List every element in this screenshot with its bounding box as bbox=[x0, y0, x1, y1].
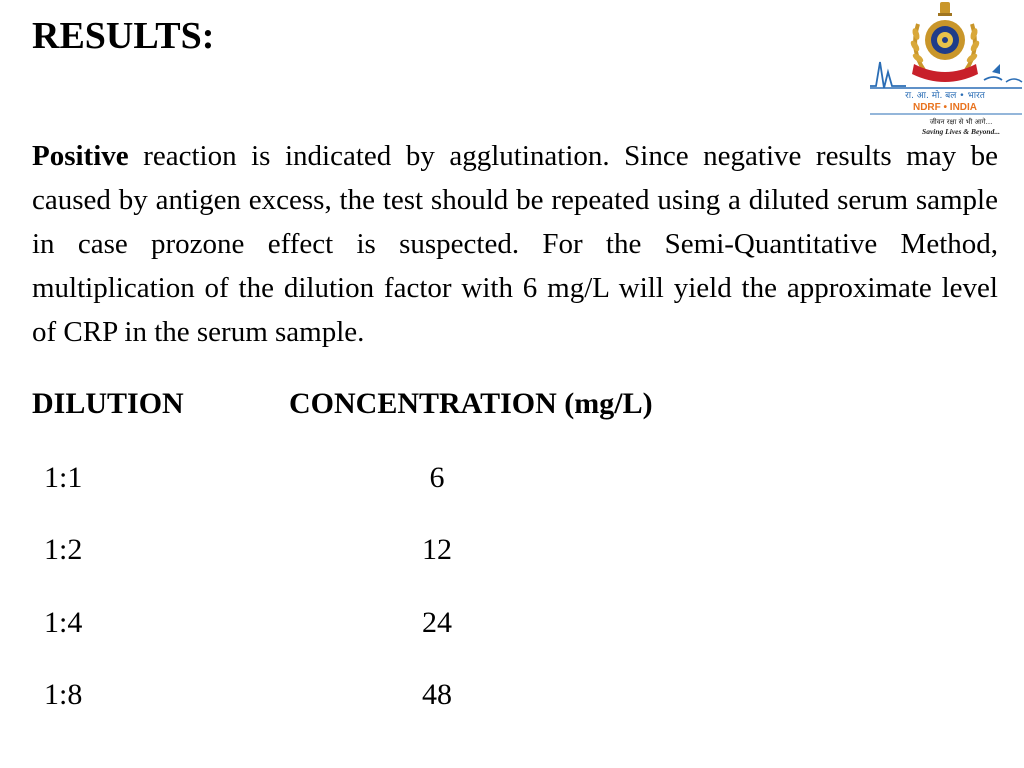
results-paragraph bbox=[32, 134, 998, 354]
concentration-cell: 24 bbox=[422, 606, 452, 639]
positive-label: Positive bbox=[32, 140, 129, 172]
logo-hindi-line: रा. आ. मो. बल • भारत bbox=[905, 91, 985, 101]
paragraph-body: reaction is indicated by agglutination. Since negative results may be caused by antigen excess, the test should be repeated using a diluted serum sample in case prozone effect is suspected. For the Semi-Quantitative Method, multiplication of the dilution factor with 6 mg/L will yield the approximate level of CRP in the serum sample. bbox=[32, 140, 998, 348]
ndrf-emblem-icon bbox=[866, 0, 1024, 140]
dilution-header: DILUTION bbox=[32, 387, 184, 420]
concentration-header: CONCENTRATION (mg/L) bbox=[289, 387, 653, 420]
dilution-cell: 1:8 bbox=[44, 678, 83, 711]
concentration-cell: 12 bbox=[422, 533, 452, 566]
concentration-cell: 48 bbox=[422, 678, 452, 711]
dilution-cell: 1:1 bbox=[44, 461, 83, 494]
logo-name: NDRF • INDIA bbox=[912, 102, 978, 113]
logo-motto-hindi: जीवन रक्षा से भी आगे... bbox=[929, 118, 993, 126]
concentration-cell: 6 bbox=[429, 461, 445, 494]
dilution-cell: 1:2 bbox=[44, 533, 83, 566]
dilution-cell: 1:4 bbox=[44, 606, 83, 639]
slide-title: RESULTS: bbox=[32, 15, 215, 57]
logo-motto-english: Saving Lives & Beyond... bbox=[922, 127, 1000, 136]
